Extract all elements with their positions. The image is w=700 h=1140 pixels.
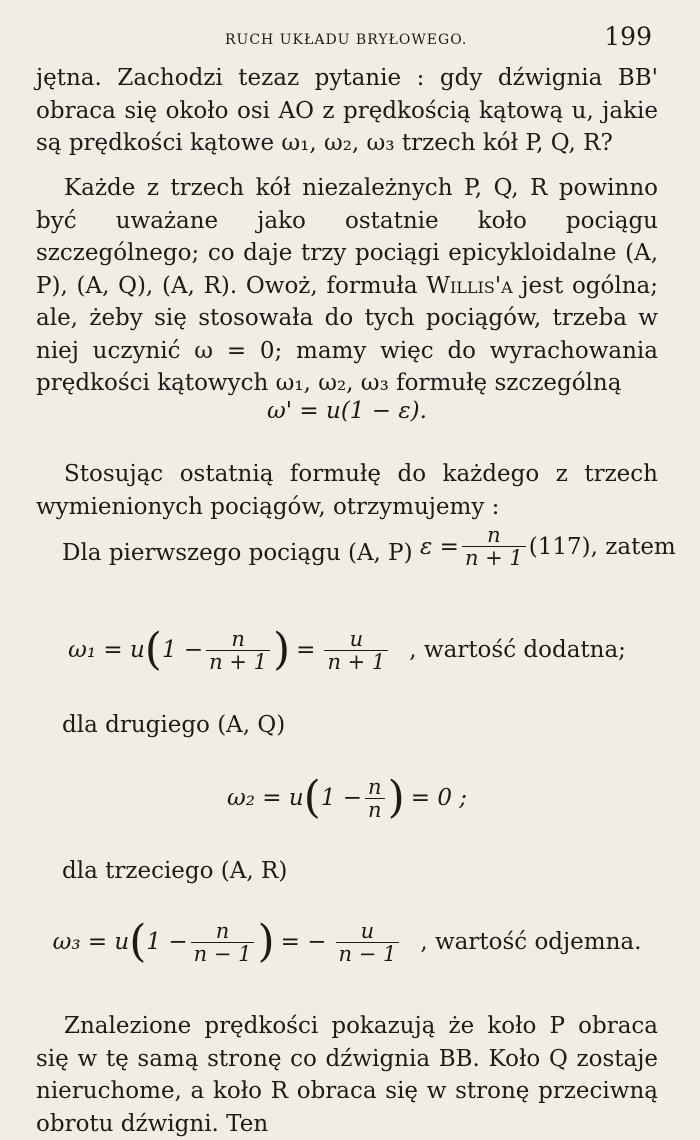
equation-omega-2: ω₂ = u ( 1 − $\frac{n}{n}$ ) = 0 ; — [226, 772, 468, 823]
omega-1-denominator: n + 1 — [206, 650, 270, 673]
omega-3-lhs: ω₃ = u — [52, 929, 130, 955]
omega-1-result-fraction — [324, 628, 388, 673]
paragraph-4-text: Znalezione prędkości pokazują że koło P obraca się w tę samą stronę co dźwignia BB. Koło Q zostaje nieruchome, a koło R obraca się w stronę przeciwną obrotu dźwigni. Ten — [36, 1013, 658, 1137]
omega-1-numerator: n — [231, 626, 245, 651]
epsilon-fraction — [462, 524, 526, 569]
omega-1-fraction — [206, 628, 270, 673]
omega-1-comment: , wartość dodatna; — [409, 637, 626, 663]
page-header — [40, 20, 660, 56]
omega-3-result-denominator: n − 1 — [336, 942, 400, 965]
omega-2-fraction — [365, 776, 385, 821]
running-title: RUCH UKŁADU BRYŁOWEGO. — [225, 32, 468, 48]
equation-omega-1: ω₁ = u ( 1 − $\frac{n}{n + 1}$ ) = $\frac{u}{n + 1}$ , wartość dodatna; — [68, 624, 626, 675]
omega-2-denominator: n — [365, 798, 385, 821]
omega-2-inner: 1 − — [320, 785, 363, 811]
omega-2-numerator: n — [368, 774, 382, 799]
third-train-label: dla trzeciego (A, R) — [62, 858, 288, 884]
epsilon-denominator: n + 1 — [462, 546, 526, 569]
paragraph-2-text-b: jest ogólna; ale, żeby się stosowała do tych pociągów, trzeba w niej uczynić ω = 0; mamy więc do wyrachowania prędkości kątowych ω₁, ω₂, ω₃ formułę szczególną — [36, 272, 658, 396]
omega-3-comment: , wartość odjemna. — [420, 929, 642, 955]
omega-3-fraction — [191, 920, 255, 965]
equation-omega-prime-text: ω' = u(1 − ε). — [267, 398, 427, 424]
second-train-label: dla drugiego (A, Q) — [62, 712, 286, 738]
omega-1-lhs: ω₁ = u — [68, 637, 145, 663]
omega-3-inner: 1 − — [146, 929, 188, 955]
equation-omega-3: ω₃ = u ( 1 − $\frac{n}{n - 1}$ ) = − $\frac{u}{n - 1}$ , wartość odjemna. — [52, 916, 642, 967]
omega-1-result-denominator: n + 1 — [324, 650, 388, 673]
omega-3-equals: = − — [280, 929, 327, 955]
omega-1-equals: = — [296, 637, 316, 663]
paragraph-2-text-a: Każde z trzech kół niezależnych P, Q, R powinno być uważane jako ostatnie koło pociągu szczególnego; co daje trzy pociągi epicykloidalne (A, P), (A, Q), (A, R). Owoż, formuła — [36, 175, 658, 299]
paragraph-1 — [36, 62, 658, 160]
paragraph-1-text: jętna. Zachodzi tezaz pytanie : gdy dźwignia BB' obraca się około osi AO z prędkością kątową u, jakie są prędkości kątowe ω₁, ω₂, ω₃ trzech kół P, Q, R? — [36, 65, 658, 156]
omega-3-result-numerator: u — [360, 918, 375, 943]
omega-1-result-numerator: u — [349, 626, 364, 651]
page-number: 199 — [604, 22, 652, 51]
epsilon-reference: (117), zatem — [528, 533, 676, 560]
omega-1-inner: 1 − — [161, 637, 204, 663]
omega-2-result: = 0 ; — [410, 785, 468, 811]
epsilon-lhs: ε = — [420, 533, 459, 560]
omega-2-lhs: ω₂ = u — [226, 785, 304, 811]
first-train-label: Dla pierwszego pociągu (A, P) — [62, 540, 413, 566]
author-name: Willis'a — [426, 272, 513, 299]
paragraph-4 — [36, 1010, 658, 1140]
paragraph-3-text: Stosując ostatnią formułę do każdego z trzech wymienionych pociągów, otrzymujemy : — [36, 461, 658, 520]
omega-3-result-fraction — [336, 920, 400, 965]
omega-3-numerator: n — [215, 918, 230, 943]
omega-3-denominator: n − 1 — [191, 942, 255, 965]
paragraph-2 — [36, 172, 658, 400]
equation-omega-prime — [36, 398, 658, 424]
paragraph-3 — [36, 458, 658, 523]
equation-epsilon — [420, 524, 676, 569]
epsilon-numerator: n — [487, 523, 501, 547]
